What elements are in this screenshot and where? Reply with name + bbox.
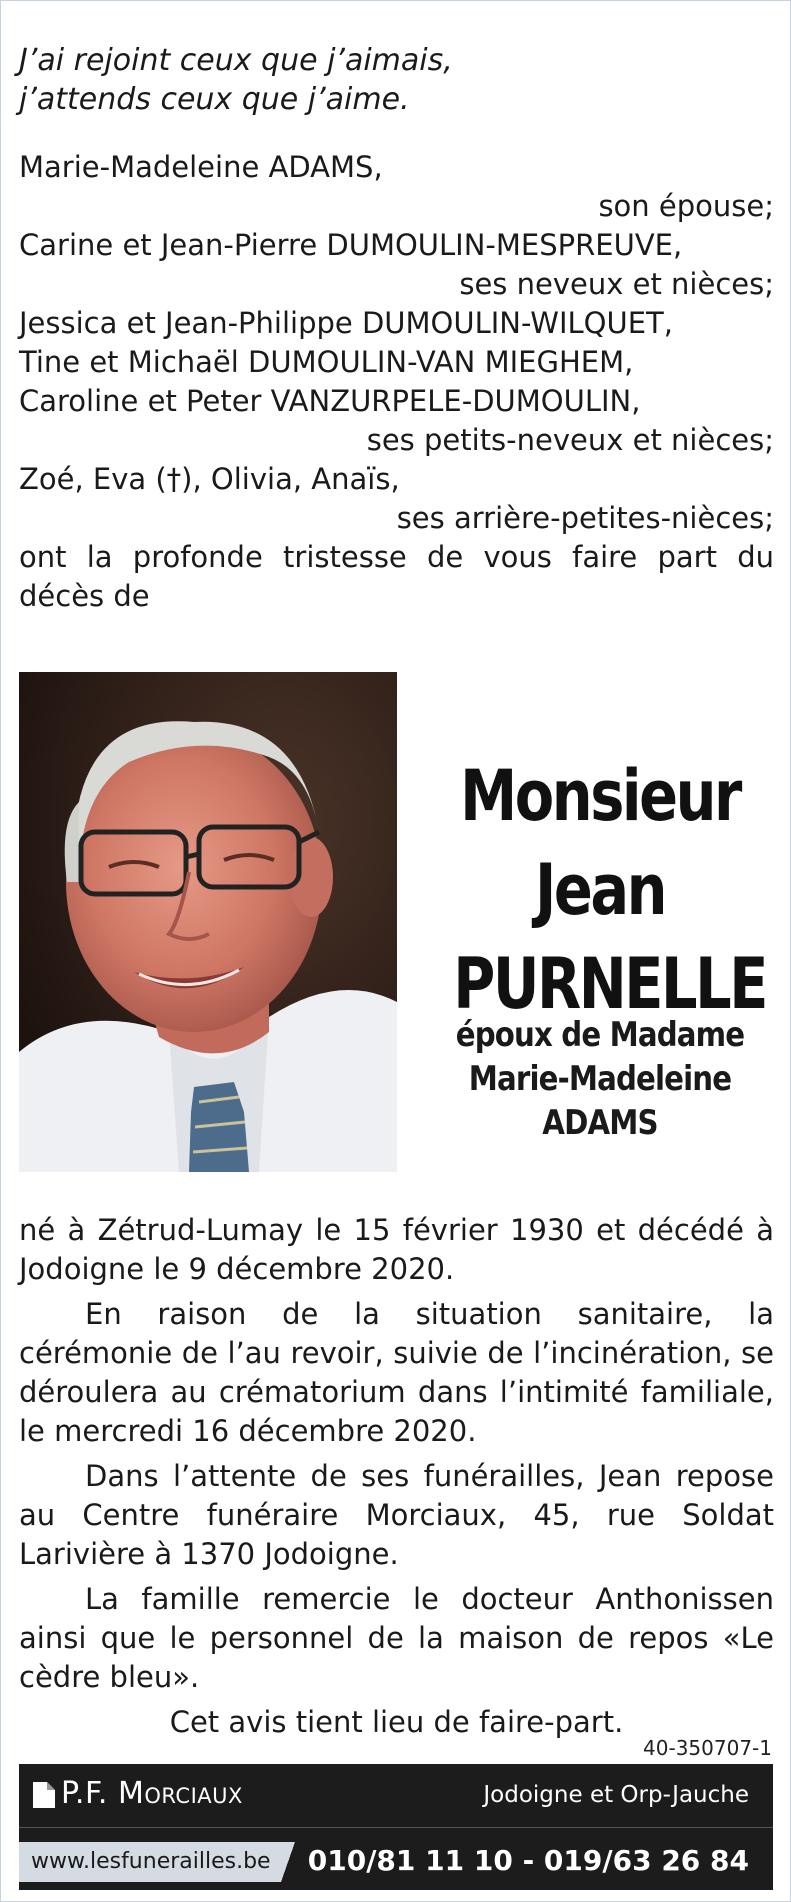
notice-body: [19, 1211, 774, 1748]
deceased-title: Monsieur: [460, 755, 740, 837]
grand-nephew-1: Jessica et Jean-Philippe DUMOULIN-WILQUET,: [19, 306, 673, 340]
website-tab-corner: [281, 1842, 295, 1882]
document-icon: [31, 1780, 57, 1810]
portrait-photo: [19, 672, 397, 1172]
epigraph: [19, 41, 771, 119]
footer-divider: [19, 1827, 773, 1828]
great-grand-nieces-role: ses arrière-petites-nièces;: [396, 501, 774, 535]
reference-number: 40-350707-1: [643, 1736, 772, 1760]
phone-numbers: 010/81 11 10 - 019/63 26 84: [307, 1844, 749, 1877]
spouse-name: Marie-Madeleine ADAMS,: [19, 150, 383, 184]
nephews-names: Carine et Jean-Pierre DUMOULIN-MESPREUVE,: [19, 228, 683, 262]
funeral-home-footer: [19, 1764, 773, 1890]
funeral-home-name: P.F. Morciaux: [61, 1776, 243, 1811]
deceased-first-name: Jean: [534, 849, 666, 931]
rest-paragraph: Dans l’attente de ses funérailles, Jean repose au Centre funéraire Morciaux, 45, rue Soldat Larivière à 1370 Jodoigne.: [19, 1459, 774, 1571]
ceremony-paragraph: En raison de la situation sanitaire, la cérémonie de l’au revoir, suivie de l’incinération, se déroulera au crématorium dans l’intimité familiale, le mercredi 16 décembre 2020.: [19, 1297, 774, 1448]
spouse-reference: [421, 1013, 779, 1145]
epigraph-line-2: j’attends ceux que j’aime.: [19, 82, 410, 117]
deceased-last-name: PURNELLE: [453, 943, 767, 1025]
thanks-paragraph: La famille remercie le docteur Anthonissen ainsi que le personnel de la maison de repos «Le cèdre bleu».: [19, 1582, 774, 1694]
portrait-illustration: [19, 672, 397, 1172]
great-grand-nieces: Zoé, Eva (†), Olivia, Anaïs,: [19, 462, 400, 496]
deceased-name: [421, 749, 779, 1031]
spouse-line-2: Marie-Madeleine: [468, 1059, 732, 1099]
family-list: [19, 148, 774, 616]
notice-paragraph: Cet avis tient lieu de faire-part.: [169, 1705, 624, 1739]
grand-nephews-role: ses petits-neveux et nièces;: [366, 423, 774, 457]
nephews-role: ses neveux et nièces;: [459, 267, 774, 301]
spouse-line-1: époux de Madame: [455, 1015, 745, 1055]
grand-nephew-3: Caroline et Peter VANZURPELE-DUMOULIN,: [19, 384, 641, 418]
funeral-home-region: Jodoigne et Orp-Jauche: [483, 1782, 749, 1808]
birth-death-paragraph: né à Zétrud-Lumay le 15 février 1930 et décédé à Jodoigne le 9 décembre 2020.: [19, 1213, 774, 1286]
announcement-line-1: ont la profonde tristesse de vous faire part du: [19, 540, 774, 574]
website-link[interactable]: www.lesfunerailles.be: [19, 1842, 281, 1882]
epigraph-line-1: J’ai rejoint ceux que j’aimais,: [19, 43, 453, 78]
spouse-role: son épouse;: [598, 189, 774, 223]
announcement-line-2: décès de: [19, 579, 150, 613]
grand-nephew-2: Tine et Michaël DUMOULIN-VAN MIEGHEM,: [19, 345, 634, 379]
spouse-line-3: ADAMS: [542, 1103, 658, 1143]
